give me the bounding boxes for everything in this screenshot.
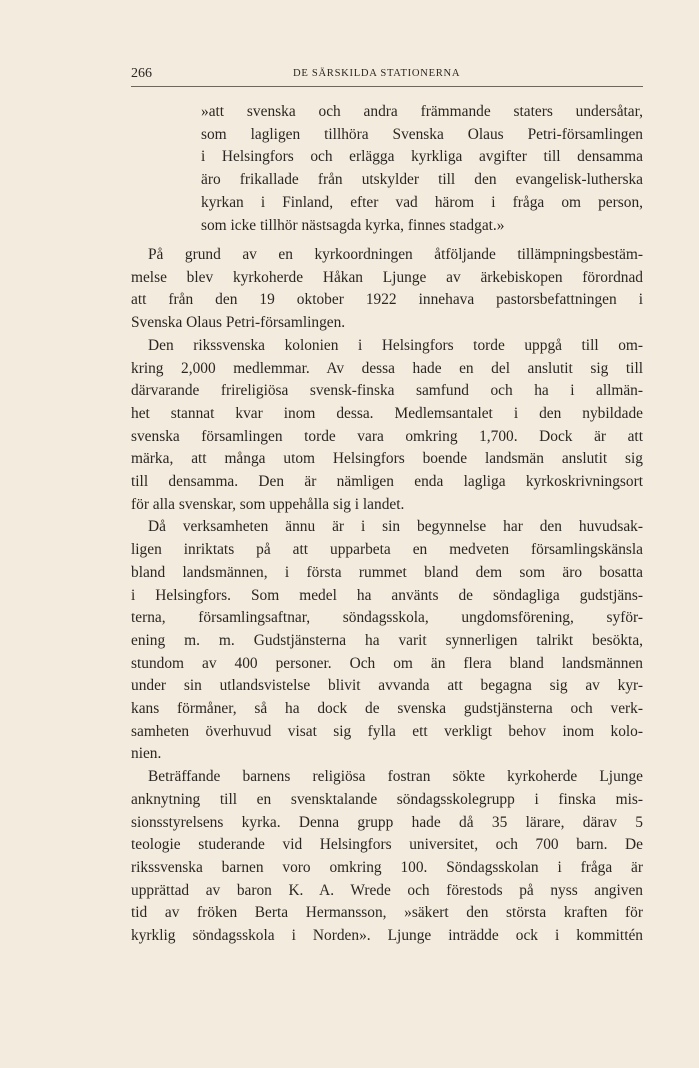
body-text [131, 244, 643, 948]
quote-line: »att svenska och andra främmande staters undersåtar, [201, 103, 643, 120]
text-line: Beträffande barnens religiösa fostran sökte kyrkoherde Ljunge [148, 768, 643, 786]
text-line: ening m. m. Gudstjänsterna ha varit synnerligen talrikt besökta, [131, 631, 643, 649]
text-line: På grund av en kyrkoordningen åtföljande tillämpningsbestäm- [148, 246, 643, 263]
text-line: terna, församlingsaftnar, söndagsskola, ungdomsförening, syför- [131, 609, 643, 627]
paragraph [131, 335, 643, 517]
block-quote [201, 101, 643, 237]
text-line: till densamma. Den är nämligen enda lagliga kyrkoskrivningsort [131, 473, 643, 491]
quote-line: som icke tillhör nästsagda kyrka, finnes stadgat.» [201, 216, 505, 234]
page-header [131, 64, 643, 87]
text-line: Den rikssvenska kolonien i Helsingfors torde uppgå till om- [148, 336, 643, 354]
text-line: upprättad av baron K. A. Wrede och förestods på nyss angiven [131, 881, 643, 899]
text-line: ligen inriktats på att upparbeta en medveten församlingskänsla [131, 541, 643, 559]
text-line: Svenska Olaus Petri-församlingen. [131, 314, 346, 332]
text-line: bland landsmännen, i första rummet bland dem som äro bosatta [131, 563, 643, 581]
text-line: märka, att många utom Helsingfors boende landsmän anslutit sig [131, 450, 643, 468]
text-line: Då verksamheten ännu är i sin begynnelse har den huvudsak- [148, 518, 643, 536]
text-line: het stannat kvar inom dessa. Medlemsantalet i den nybildade [131, 404, 643, 422]
text-line: rikssvenska barnen voro omkring 100. Söndagsskolan i fråga är [131, 858, 643, 876]
quote-line: i Helsingfors och erlägga kyrkliga avgifter till densamma [201, 148, 643, 166]
paragraph [131, 244, 643, 335]
text-line: svenska församlingen torde vara omkring 1,700. Dock är att [131, 427, 643, 445]
text-line: stundom av 400 personer. Och om än flera bland landsmännen [131, 654, 643, 672]
paragraph [131, 516, 643, 766]
text-line: kyrklig söndagsskola i Norden». Ljunge inträdde ock i kommittén [131, 927, 643, 945]
page-number: 266 [131, 66, 152, 81]
text-line: samheten överhuvud visat sig fylla ett verkligt behov inom kolo- [131, 722, 643, 740]
quote-line: äro frikallade från utskylder till den evangelisk-lutherska [201, 171, 643, 189]
text-line: kring 2,000 medlemmar. Av dessa hade en del anslutit sig till [131, 359, 643, 377]
text-line: teologie studerande vid Helsingfors universitet, och 700 barn. De [131, 836, 643, 854]
paragraph [131, 766, 643, 948]
text-line: anknytning till en svensktalande söndagsskolegrupp i finska mis- [131, 790, 643, 808]
quote-line: kyrkan i Finland, efter vad härom i fråga om person, [201, 193, 643, 211]
text-line: kans förmåner, så ha dock de svenska gudstjänsterna och verk- [131, 700, 643, 718]
text-line: tid av fröken Berta Hermansson, »säkert den största kraften för [131, 904, 643, 922]
text-line: melse blev kyrkoherde Håkan Ljunge av ärkebiskopen förordnad [131, 268, 643, 286]
text-line: under sin utlandsvistelse blivit avvanda att begagna sig av kyr- [131, 677, 643, 695]
text-line: nien. [131, 745, 162, 763]
text-line: därvarande frireligiösa svensk-finska samfund och ha i allmän- [131, 382, 643, 400]
running-head: DE SÄRSKILDA STATIONERNA [293, 68, 461, 79]
text-line: sionsstyrelsens kyrka. Denna grupp hade då 35 lärare, därav 5 [131, 813, 643, 831]
text-line: i Helsingfors. Som medel ha använts de söndagliga gudstjäns- [131, 586, 643, 604]
quote-line: som lagligen tillhöra Svenska Olaus Petri-församlingen [201, 125, 643, 143]
text-line: för alla svenskar, som uppehålla sig i landet. [131, 495, 405, 513]
text-line: att från den 19 oktober 1922 innehava pastorsbefattningen i [131, 291, 643, 309]
